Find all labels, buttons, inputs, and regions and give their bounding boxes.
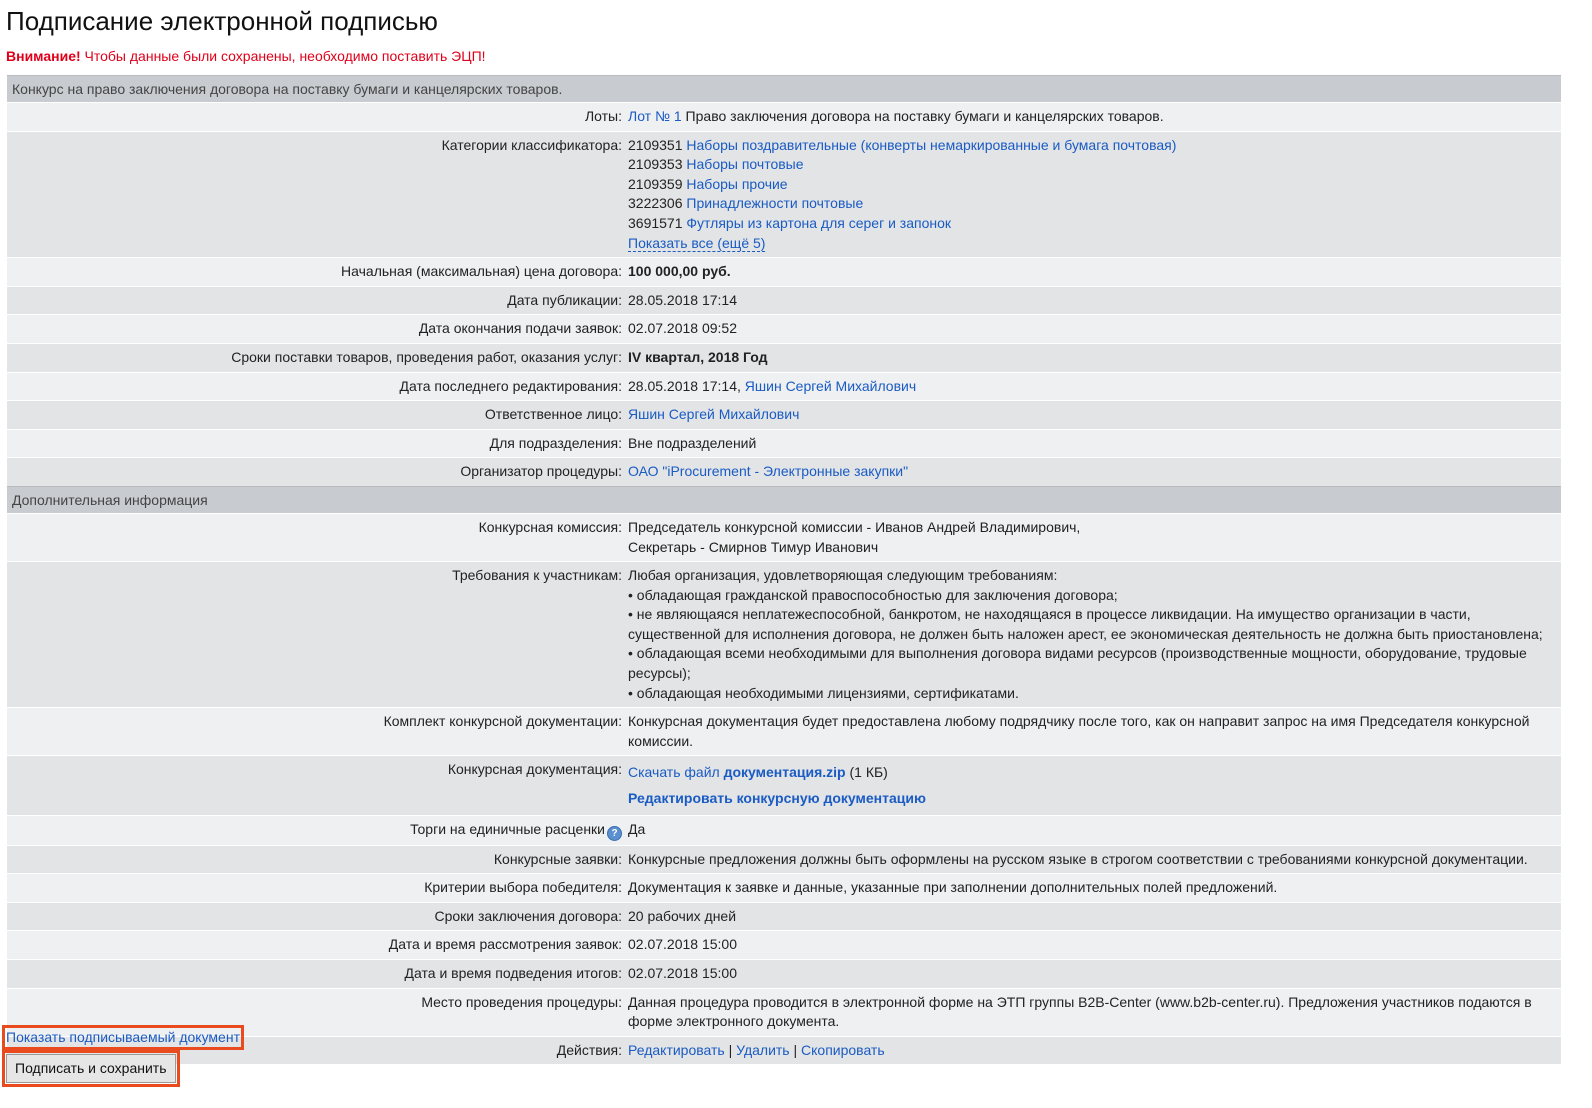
info-row-responsible bbox=[7, 401, 1561, 430]
value-bids: Конкурсные предложения должны быть оформлены на русском языке в строгом соответствии с требованиями конкурсной документации. bbox=[628, 845, 1561, 874]
label-place: Место проведения процедуры: bbox=[7, 988, 628, 1036]
category-code: 3222306 bbox=[628, 195, 683, 212]
category-link[interactable]: Принадлежности почтовые bbox=[686, 195, 864, 212]
label-deadline: Дата окончания подачи заявок: bbox=[7, 315, 628, 344]
show-all-categories-link[interactable]: Показать все (ещё 5) bbox=[628, 234, 766, 251]
value-categories bbox=[628, 131, 1561, 258]
category-item bbox=[628, 214, 1561, 234]
info-row-publication-date bbox=[7, 286, 1561, 315]
value-unit-prices: Да bbox=[628, 815, 1561, 845]
info-row-documentation-kit bbox=[7, 708, 1561, 756]
value-deadline: 02.07.2018 09:52 bbox=[628, 315, 1561, 344]
value-results-date: 02.07.2018 15:00 bbox=[628, 960, 1561, 989]
info-row-organizer bbox=[7, 458, 1561, 487]
unit-prices-text: Торги на единичные расценки bbox=[410, 820, 605, 837]
action-separator: | bbox=[724, 1041, 737, 1058]
info-row-bids bbox=[7, 845, 1561, 874]
label-organizer: Организатор процедуры: bbox=[7, 458, 628, 487]
value-commission bbox=[628, 513, 1561, 561]
value-price: 100 000,00 руб. bbox=[628, 258, 1561, 287]
download-file-size: (1 КБ) bbox=[845, 764, 888, 781]
last-edit-user-link[interactable]: Яшин Сергей Михайлович bbox=[744, 377, 917, 394]
info-row-last-edit bbox=[7, 372, 1561, 401]
value-responsible bbox=[628, 401, 1561, 430]
procedure-info-table bbox=[7, 75, 1561, 1064]
category-item bbox=[628, 194, 1561, 214]
category-link[interactable]: Наборы почтовые bbox=[686, 156, 804, 173]
value-publication-date: 28.05.2018 17:14 bbox=[628, 286, 1561, 315]
delete-action-link[interactable]: Удалить bbox=[736, 1041, 790, 1058]
requirement-line: • обладающая необходимыми лицензиями, сертификатами. bbox=[628, 684, 1019, 701]
label-last-edit: Дата последнего редактирования: bbox=[7, 372, 628, 401]
info-row-price bbox=[7, 258, 1561, 287]
value-organizer bbox=[628, 458, 1561, 487]
label-documentation: Конкурсная документация: bbox=[7, 756, 628, 815]
section-title: Дополнительная информация bbox=[7, 486, 1561, 513]
category-code: 3691571 bbox=[628, 214, 683, 231]
label-department: Для подразделения: bbox=[7, 429, 628, 458]
sign-button-highlight bbox=[2, 1050, 180, 1087]
download-file-link[interactable] bbox=[628, 764, 846, 780]
value-documentation bbox=[628, 756, 1561, 815]
sign-and-save-button[interactable]: Подписать и сохранить bbox=[6, 1054, 176, 1083]
commission-chairman: Председатель конкурсной комиссии - Иванов Андрей Владимирович, bbox=[628, 518, 1081, 535]
info-row-lots bbox=[7, 103, 1561, 132]
warning-message bbox=[6, 47, 486, 65]
label-commission: Конкурсная комиссия: bbox=[7, 513, 628, 561]
value-criteria: Документация к заявке и данные, указанные при заполнении дополнительных полей предложений. bbox=[628, 874, 1561, 903]
info-row-unit-prices bbox=[7, 815, 1561, 845]
show-signed-document-link[interactable]: Показать подписываемый документ bbox=[6, 1029, 240, 1045]
download-file-text: Скачать файл bbox=[628, 764, 724, 781]
label-delivery-terms: Сроки поставки товаров, проведения работ, оказания услуг: bbox=[7, 343, 628, 372]
label-categories: Категории классификатора: bbox=[7, 131, 628, 258]
category-code: 2109359 bbox=[628, 175, 683, 192]
warning-text: Чтобы данные были сохранены, необходимо поставить ЭЦП! bbox=[80, 48, 486, 64]
value-last-edit bbox=[628, 372, 1561, 401]
info-row-review-date bbox=[7, 931, 1561, 960]
help-icon[interactable]: ? bbox=[607, 826, 622, 841]
last-edit-date: 28.05.2018 17:14, bbox=[628, 377, 745, 394]
label-documentation-kit: Комплект конкурсной документации: bbox=[7, 708, 628, 756]
value-lots bbox=[628, 103, 1561, 132]
info-row-results-date bbox=[7, 960, 1561, 989]
info-row-categories bbox=[7, 131, 1561, 258]
show-document-highlight bbox=[2, 1025, 244, 1050]
value-documentation-kit: Конкурсная документация будет предоставлена любому подрядчику после того, как он направит запрос на имя Председателя конкурсной комиссии. bbox=[628, 708, 1561, 756]
label-price: Начальная (максимальная) цена договора: bbox=[7, 258, 628, 287]
category-item bbox=[628, 155, 1561, 175]
download-file-name: документация.zip bbox=[723, 764, 846, 781]
info-row-documentation bbox=[7, 756, 1561, 815]
info-row-commission bbox=[7, 513, 1561, 561]
label-results-date: Дата и время подведения итогов: bbox=[7, 960, 628, 989]
page-title: Подписание электронной подписью bbox=[6, 6, 438, 36]
value-review-date: 02.07.2018 15:00 bbox=[628, 931, 1561, 960]
info-row-department bbox=[7, 429, 1561, 458]
label-requirements: Требования к участникам: bbox=[7, 562, 628, 708]
label-actions: Действия: bbox=[7, 1036, 628, 1064]
value-delivery-terms: IV квартал, 2018 Год bbox=[628, 343, 1561, 372]
value-department: Вне подразделений bbox=[628, 429, 1561, 458]
info-row-contract-terms bbox=[7, 902, 1561, 931]
label-contract-terms: Сроки заключения договора: bbox=[7, 902, 628, 931]
section-header-main bbox=[7, 76, 1561, 103]
category-code: 2109353 bbox=[628, 156, 683, 173]
category-code: 2109351 bbox=[628, 136, 683, 153]
label-review-date: Дата и время рассмотрения заявок: bbox=[7, 931, 628, 960]
label-responsible: Ответственное лицо: bbox=[7, 401, 628, 430]
info-row-criteria bbox=[7, 874, 1561, 903]
value-requirements bbox=[628, 562, 1561, 708]
label-bids: Конкурсные заявки: bbox=[7, 845, 628, 874]
edit-action-link[interactable]: Редактировать bbox=[628, 1041, 725, 1058]
info-row-deadline bbox=[7, 315, 1561, 344]
requirement-line: • обладающая гражданской правоспособностью для заключения договора; bbox=[628, 586, 1118, 603]
section-title: Конкурс на право заключения договора на поставку бумаги и канцелярских товаров. bbox=[7, 76, 1561, 103]
category-link[interactable]: Наборы поздравительные (конверты немаркированные и бумага почтовая) bbox=[686, 136, 1177, 153]
copy-action-link[interactable]: Скопировать bbox=[801, 1041, 885, 1058]
info-row-requirements bbox=[7, 562, 1561, 708]
value-contract-terms: 20 рабочих дней bbox=[628, 902, 1561, 931]
category-link[interactable]: Наборы прочие bbox=[686, 175, 788, 192]
requirement-line: • обладающая всеми необходимыми для выполнения договора видами ресурсов (производственные мощности, оборудование, трудовые ресурсы); bbox=[628, 645, 1527, 682]
label-lots: Лоты: bbox=[7, 103, 628, 132]
label-criteria: Критерии выбора победителя: bbox=[7, 874, 628, 903]
category-link[interactable]: Футляры из картона для серег и запонок bbox=[686, 214, 952, 231]
category-item bbox=[628, 136, 1561, 156]
info-row-delivery-terms bbox=[7, 343, 1561, 372]
value-actions bbox=[628, 1036, 1561, 1064]
commission-secretary: Секретарь - Смирнов Тимур Иванович bbox=[628, 538, 879, 555]
section-header-additional bbox=[7, 486, 1561, 513]
requirement-line: • не являющаяся неплатежеспособной, банкротом, не находящаяся в процессе ликвидации. На имущество организации в части, существенной для исполнения договора, не должен быть наложен арест, ее экономическая деятельность не должна быть приостановлена; bbox=[628, 606, 1543, 642]
responsible-person-link[interactable]: Яшин Сергей Михайлович bbox=[628, 406, 800, 423]
label-publication-date: Дата публикации: bbox=[7, 286, 628, 315]
requirement-line: Любая организация, удовлетворяющая следующим требованиям: bbox=[628, 567, 1058, 584]
value-place: Данная процедура проводится в электронной форме на ЭТП группы B2B-Center (www.b2b-center.ru). Предложения участников подаются в форме электронного документа. bbox=[628, 988, 1561, 1036]
label-unit-prices bbox=[7, 815, 628, 845]
lot-link[interactable]: Лот № 1 bbox=[628, 108, 682, 124]
lot-text: Право заключения договора на поставку бумаги и канцелярских товаров. bbox=[681, 108, 1164, 124]
category-item bbox=[628, 175, 1561, 195]
organizer-link[interactable]: ОАО "iProcurement - Электронные закупки" bbox=[628, 463, 909, 480]
action-separator: | bbox=[789, 1041, 802, 1058]
warning-strong: Внимание! bbox=[6, 48, 81, 64]
edit-documentation-link[interactable]: Редактировать конкурсную документацию bbox=[628, 790, 926, 807]
